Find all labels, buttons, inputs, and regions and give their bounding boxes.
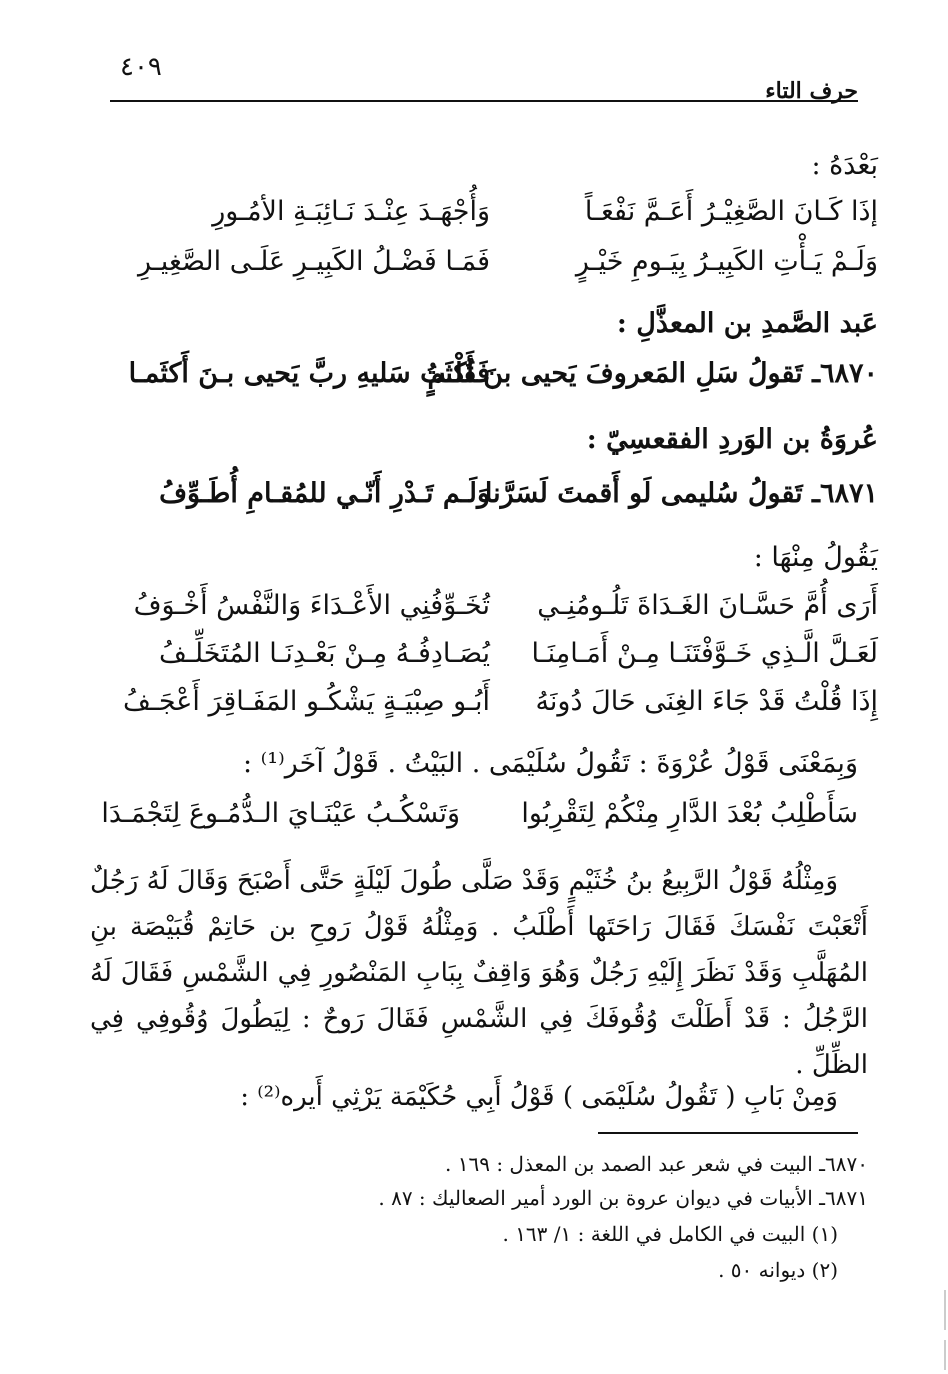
intro-line: يَقُولُ مِنْهَا : <box>753 542 878 573</box>
verse-right-hemistich: أَرَى أُمَّ حَسَّـانَ الغَـدَاةَ تَلُـومُنِـي <box>537 590 878 621</box>
verse-line <box>0 478 948 528</box>
verse-left-hemistich: يُصَـادِفُـهُ مِـنْ بَعْـدِنَـا المُتَخَلِّـفُ <box>158 638 490 669</box>
verse-left-hemistich: تُخَـوِّفُنِي الأَعْـدَاءَ وَالنَّفْسُ أَخْـوَفُ <box>133 590 490 621</box>
verse-line <box>0 590 948 640</box>
verse-left-hemistich: وَلَـم تَـدْرِ أَنّـي للمُقـامِ أُطَـوِّفُ <box>159 478 490 509</box>
intro-line: بَعْدَهُ : <box>811 150 878 181</box>
verse-left-hemistich: فَقُلْـتُ سَليهِ ربَّ يَحيى بـنَ أَكثَمـا <box>128 358 490 389</box>
verse-right-hemistich: ٦٨٧١ـ تَقولُ سُليمى لَو أَقمتَ لَسَرَّنا <box>484 478 878 509</box>
prose-line: وَبِمَعْنَى قَوْلُ عُرْوَةَ : تَقُولُ سُلَيْمَى . البَيْتُ . قَوْلُ آخَر⁽¹⁾ : <box>242 748 858 779</box>
footnote: ٦٨٧٠ـ البيت في شعر عبد الصمد بن المعذل : ١٦٩ . <box>445 1152 868 1176</box>
verse-line <box>0 358 948 408</box>
footnote-rule <box>598 1132 858 1134</box>
chapter-header: حرف التاء <box>765 78 858 104</box>
verse-right-hemistich: إِذَا قُلْتُ قَدْ جَاءَ الغِنَى حَالَ دُونَهُ <box>535 686 878 717</box>
footnote: ٦٨٧١ـ الأبيات في ديوان عروة بن الورد أمير الصعاليك : ٨٧ . <box>378 1186 868 1210</box>
prose-paragraph: وَمِثْلُهُ قَوْلُ الرَّبِيعُ بنُ خُثَيْمٍ وَقَدْ صَلَّى طُولَ لَيْلَةٍ حَتَّى أَصْبَحَ وَقَالَ لَهُ رَجُلٌ أَتْعَبْتَ نَفْسَكَ فَقَالَ رَاحَتَها أَطْلَبُ . وَمِثْلُهُ قَوْلُ رَوحِ بن حَاتِمْ قُبَيْصَة بنِ المُهَلَّبِ وَقَدْ نَظَرَ إِلَيْهِ رَجُلٌ وَهُوَ وَاقِفٌ بِبَابِ المَنْصُورِ فِي الشَّمْسِ فَقَالَ لَهُ الرَّجُلُ : قَدْ أَطَلْتَ وُقُوفَكَ فِي الشَّمْسِ فَقَالَ رَوحٌ : لِيَطُولَ وُقُوفِي فِي الظِّلِّ . <box>90 866 868 1080</box>
verse-right-hemistich: وَلَـمْ يَـأْتِ الكَبِيـرُ بِيَـومِ خَيْـرٍ <box>575 246 878 277</box>
verse-line <box>0 686 948 736</box>
verse-right-hemistich: سَأَطْلِبُ بُعْدَ الدَّارِ مِنْكُمْ لِتَقْرِبُوا <box>521 798 858 829</box>
poet-name: عُروَةُ بن الوَردِ الفقعسِيّ : <box>586 424 878 455</box>
verse-line <box>0 798 948 848</box>
verse-line <box>0 196 948 246</box>
prose-paragraph: وَمِنْ بَابِ ( تَقُولُ سُلَيْمَى ) قَوْلُ أَبِي حُكَيْمَة يَرْثِي أَيره⁽²⁾ : <box>240 1082 838 1112</box>
header-rule <box>110 100 858 102</box>
poet-name: عَبد الصَّمدِ بن المعذَّلِ : <box>616 308 878 339</box>
verse-left-hemistich: فَمَـا فَضْـلُ الكَبِيـرِ عَلَـى الصَّغِيـرِ <box>138 246 490 277</box>
verse-left-hemistich: وَأُجْهَـدَ عِنْـدَ نَـائِبَـةِ الأمُـورِ <box>212 196 490 227</box>
verse-left-hemistich: أَبُـو صِبْيَـةٍ يَشْكُـو المَفَـاقِرَ أَعْجَـفُ <box>122 686 490 717</box>
verse-right-hemistich: لَعَـلَّ الَّـذِي خَـوَّفْتَنَـا مِـنْ أَمَـامِنَـا <box>531 638 878 669</box>
verse-line <box>0 246 948 296</box>
verse-line <box>0 638 948 688</box>
footnote: (١) البيت في الكامل في اللغة : ١/ ١٦٣ . <box>502 1222 838 1246</box>
page-edge-mark <box>944 1340 946 1370</box>
verse-right-hemistich: ٦٨٧٠ـ تَقولُ سَلِ المَعروفَ يَحيى بنَ أَكثَمٍ <box>427 358 878 389</box>
page-number: ٤٠٩ <box>120 52 162 82</box>
verse-right-hemistich: إذَا كَـانَ الصَّغِيْـرُ أَعَـمَّ نَفْعَـاً <box>584 196 878 227</box>
footnote: (٢) ديوانه ٥٠ . <box>718 1258 838 1282</box>
page-edge-mark <box>944 1290 946 1330</box>
verse-left-hemistich: وَتَسْكُـبُ عَيْنَـايَ الـدُّمُـوعَ لِتَجْمَـدَا <box>101 798 460 829</box>
